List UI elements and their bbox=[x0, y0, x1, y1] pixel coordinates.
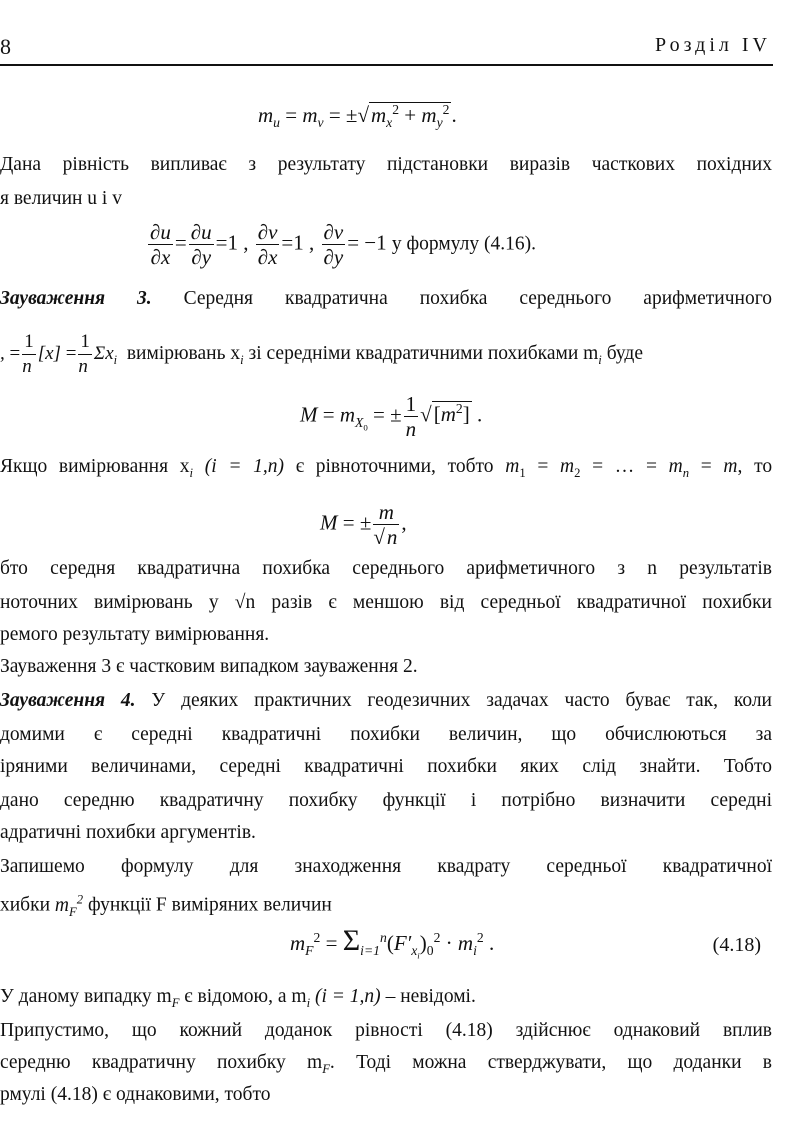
text-line: хибки $m_F^2$ функції F виміряних величин bbox=[0, 892, 332, 919]
text-line: Припустимо, що кожний доданок рівності (4.18) здійснює однаковий вплив bbox=[0, 1020, 772, 1041]
text-line: я величин u і v bbox=[0, 188, 122, 209]
equation-M: $M = m_{X_0}$ = ± $\frac{1}{n}$ $√[m^2]$ . bbox=[300, 392, 483, 441]
equation-4-18: $m_F^2 = \Sigma_{i=1}^n(F'_{x_i})_0^2 \cdot m_i^2$ . bbox=[290, 924, 495, 961]
text-line: рмулі (4.18) є однаковими, тобто bbox=[0, 1084, 271, 1105]
text-line: ноточних вимірювань у √n разів є меншою від середньої квадратичної похибки bbox=[0, 592, 772, 613]
text-line: адратичні похибки аргументів. bbox=[0, 822, 256, 843]
text-line: домими є середні квадратичні похибки величин, що обчислюються за bbox=[0, 724, 772, 745]
text-line: Дана рівність випливає з результату підстановки виразів часткових похідних bbox=[0, 154, 772, 175]
text-line: Якщо вимірювання $x_i$ (i = 1,n) є рівноточними, тобто $m_1 = m_2$ = … = $m_n = m$, то bbox=[0, 456, 772, 480]
header-rule bbox=[0, 64, 773, 66]
equation-number: (4.18) bbox=[712, 934, 761, 956]
text-line: бто середня квадратична похибка середнього арифметичного з n результатів bbox=[0, 558, 772, 579]
page-header bbox=[0, 34, 805, 64]
text-line: середню квадратичну похибку $m_F$. Тоді можна стверджувати, що доданки в bbox=[0, 1052, 772, 1076]
text-line: Зауваження 4. У деяких практичних геодезичних задачах часто буває так, коли bbox=[0, 690, 772, 711]
text-line: ремого результату вимірювання. bbox=[0, 624, 270, 645]
section-title: Розділ IV bbox=[655, 34, 771, 56]
text-line: дано середню квадратичну похибку функції і потрібно визначити середні bbox=[0, 790, 772, 811]
text-line: Запишемо формулу для знаходження квадрату середньої квадратичної bbox=[0, 856, 772, 877]
text-line: , = $\frac{1}{n}$ [x] = $\frac{1}{n}$ $\Sigma x_i$ вимірювань $x_i$ зі середніми квадратичними похибками $m_i$ буде bbox=[0, 331, 643, 377]
text-line: іряними величинами, середні квадратичні похибки яких слід знайти. Тобто bbox=[0, 756, 772, 777]
equation-M-sqrt-n: M = ± $\frac{m}{√n}$ , bbox=[320, 500, 407, 549]
page-number: 8 bbox=[0, 34, 11, 59]
text-line: Зауваження 3. Середня квадратична похибка середнього арифметичного bbox=[0, 288, 772, 309]
text-line: У даному випадку $m_F$ є відомою, а $m_i$ (i = 1,n) – невідомі. bbox=[0, 986, 476, 1010]
equation-partials: $\frac{\partial u}{\partial x}$ = $\frac{\partial u}{\partial y}$ =1 , $\frac{\partial v}{\partial x}$ =1 , $\frac{\partial v}{\partial y}$ = −1 у формулу (4.16). bbox=[150, 220, 536, 269]
text-line: Зауваження 3 є частковим випадком зауваження 2. bbox=[0, 656, 418, 677]
equation-mu-mv: $m_u = m_v = \pm√m_x^2 + m_y^2$. bbox=[258, 102, 457, 131]
